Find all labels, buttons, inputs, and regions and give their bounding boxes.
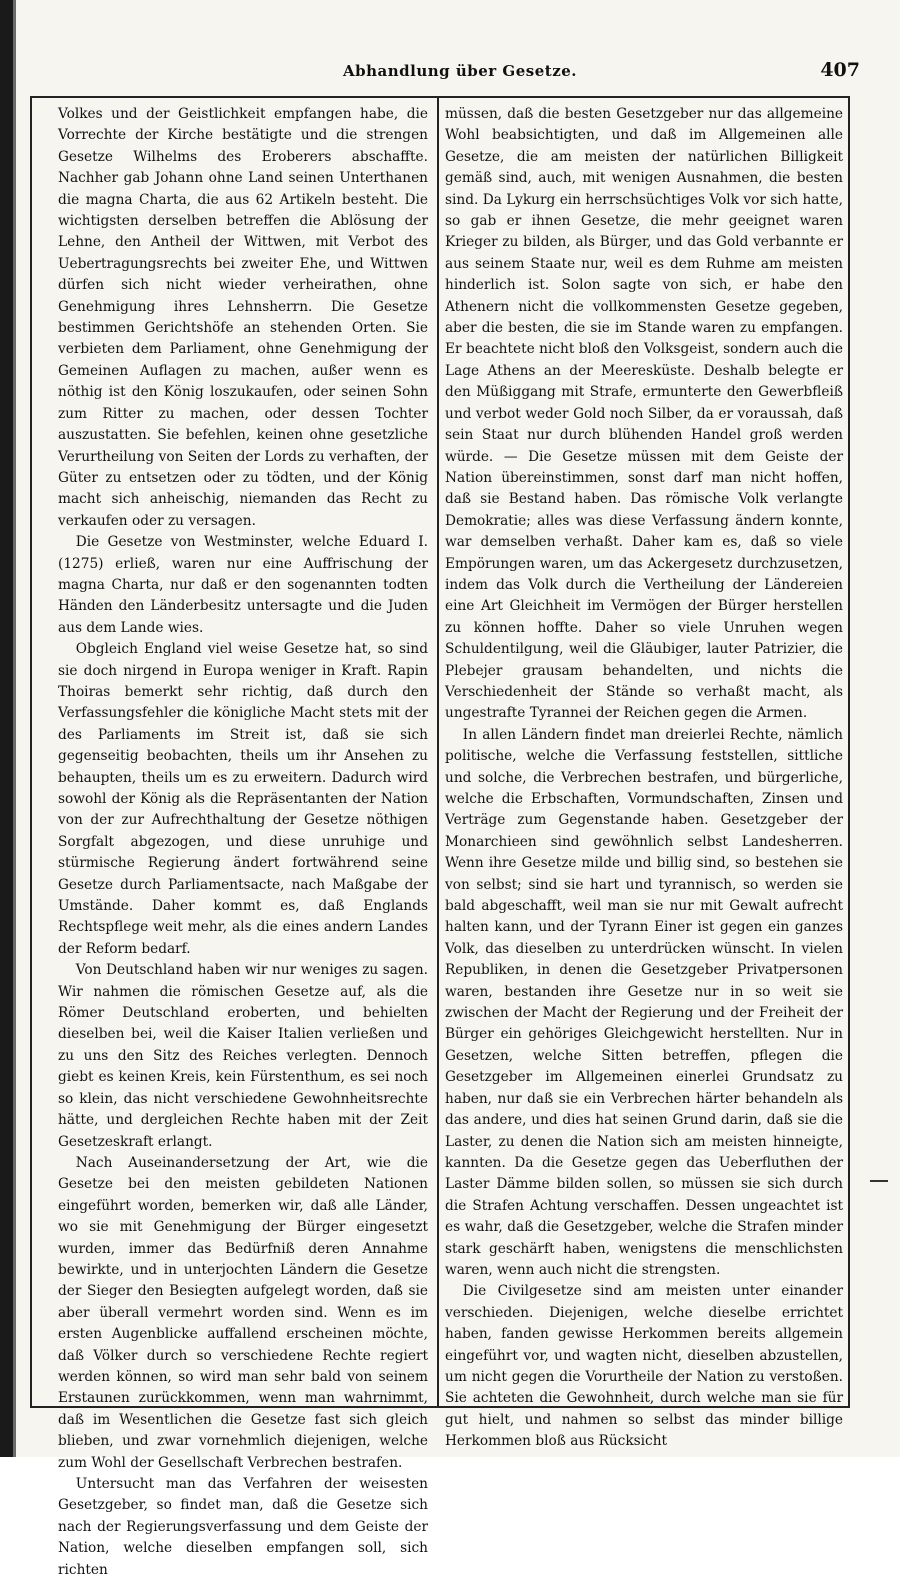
paragraph: Die Civilgesetze sind am meisten unter einander verschieden. Diejenigen, welche dieselbe errichtet haben, fanden gewisse Herkommen bereits allgemein eingeführt vor, und wagten nicht, dieselben abzustellen, um nicht gegen die Vorurtheile der Nation zu verstoßen. Sie achteten die Gewohnheit, durch welche man sie für gut hielt, und nahmen so selbst das minder billige Herkommen bloß aus Rücksicht (445, 1283, 843, 1450)
paragraph: Obgleich England viel weise Gesetze hat, so sind sie doch nirgend in Europa weniger in Kraft. Rapin Thoiras bemerkt sehr richtig, daß durch den Verfassungsfehler die königliche Macht stets mit der des Parliaments im Streit ist, daß sie sich gegenseitig beobachten, theils um ihr Ansehen zu behaupten, theils um es zu erweitern. Dadurch wird sowohl der König als die Repräsentanten der Nation von der zur Aufrechthaltung der Gesetze nöthigen Sorgfalt abgezogen, und diese unruhige und stürmische Regierung ändert fortwährend seine Gesetze durch Parliamentsacte, nach Maßgabe der Umstände. Daher kommt es, daß Englands Rechtspflege weit mehr, als die eines andern Landes der Reform bedarf. (58, 641, 428, 957)
paragraph: In allen Ländern findet man dreierlei Rechte, nämlich politische, welche die Verfassung feststellen, sittliche und solche, die Verbrechen bestrafen, und bürgerliche, welche die Erbschaften, Vormundschaften, Zinsen und Verträge zum Gegenstande haben. Gesetzgeber der Monarchieen sind gewöhnlich selbst Landesherren. Wenn ihre Gesetze milde und billig sind, so bestehen sie von selbst; sind sie hart und tyrannisch, so werden sie bald abgeschafft, weil man sie nur mit Gewalt aufrecht halten kann, und der Tyrann Einer ist gegen ein ganzes Volk, das dieselben zu unterdrücken wünscht. In vielen Republiken, in denen die Gesetzgeber Privatpersonen waren, bestanden ihre Gesetze nur in so weit sie zwischen der Macht der Regierung und der Freiheit der Bürger ein gehöriges Gleichgewicht herstellten. Nur in Gesetzen, welche Sitten betreffen, pflegen die Gesetzgeber im Allgemeinen einerlei Grundsatz zu haben, nur daß sie ein Verbrechen härter behandeln als das andere, und dies hat seinen Grund darin, daß sie die Laster, zu denen die Nation sich am meisten hinneigte, kannten. Da die Gesetze gegen das Ueberfluthen der Laster Dämme bilden sollen, so müssen sie sich durch die Strafen Achtung verschaffen. Dessen ungeachtet ist es wahr, daß die Gesetzgeber, welche die Strafen minder stark geschärft haben, wenigstens die menschlichsten waren, wenn auch nicht die strengsten. (445, 726, 843, 1278)
right-column (445, 104, 843, 1450)
paragraph: Nach Auseinandersetzung der Art, wie die Gesetze bei den meisten gebildeten Nationen eingeführt worden, bemerken wir, daß alle Länder, wo sie mit Genehmigung der Bürger eingesetzt wurden, immer das Bedürfniß deren Annahme bewirkte, und in unterjochten Ländern die Gesetze der Sieger den Besiegten aufgelegt worden, daß sie aber überall vermehrt worden sind. Wenn es im ersten Augenblicke auffallend erscheinen möchte, daß Völker durch so verschiedene Rechte regiert werden können, so wird man sehr bald von seinem Erstaunen zurückkommen, wenn man wahrnimmt, daß im Wesentlichen die Gesetze fast sich gleich blieben, und zwar vornehmlich diejenigen, welche zum Wohl der Gesellschaft Verbrechen bestrafen. (58, 1154, 428, 1471)
page-binding-edge (0, 0, 22, 1457)
page-number: 407 (820, 59, 860, 81)
paragraph: Untersucht man das Verfahren der weisesten Gesetzgeber, so findet man, daß die Gesetze sich nach der Regierungsverfassung und dem Geiste der Nation, welche dieselben empfangen soll, sich richten (58, 1476, 428, 1578)
paragraph: Von Deutschland haben wir nur weniges zu sagen. Wir nahmen die römischen Gesetze auf, als die Römer Deutschland eroberten, und behielten dieselben bei, weil die Kaiser Italien verließen und zu uns den Sitz des Reiches verlegten. Dennoch giebt es keinen Kreis, kein Fürstenthum, es sei noch so klein, das nicht verschiedene Gewohnheitsrechte hätte, und dergleichen Rechte haben mit der Zeit Gesetzeskraft erlangt. (58, 962, 428, 1150)
paragraph: müssen, daß die besten Gesetzgeber nur das allgemeine Wohl beabsichtigten, und daß im Allgemeinen alle Gesetze, die am meisten der natürlichen Billigkeit gemäß sind, auch, mit wenigen Ausnahmen, die besten sind. Da Lykurg ein herrschsüchtiges Volk vor sich hatte, so gab er ihnen Gesetze, die mehr geeignet waren Krieger zu bilden, als Bürger, und das Gold verbannte er aus seinem Staate nur, weil es dem Ruhme am meisten hinderlich ist. Solon sagte von sich, er habe den Athenern nicht die vollkommensten Gesetze gegeben, aber die besten, die sie im Stande waren zu empfangen. Er beachtete nicht bloß den Volksgeist, sondern auch die Lage Athens an der Meeresküste. Deshalb belegte er den Müßiggang mit Strafe, ermunterte den Gewerbfleiß und verbot weder Gold noch Silber, da er voraussah, daß sein Staat nur durch blühenden Handel groß werden würde. — Die Gesetze müssen mit dem Geiste der Nation übereinstimmen, sonst darf man nicht hoffen, daß sie Bestand haben. Das römische Volk verlangte Demokratie; alles was diese Verfassung ändern konnte, war demselben verhaßt. Daher kam es, daß so viele Empörungen waren, um das Ackergesetz durchzusetzen, indem das Volk durch die Vertheilung der Ländereien eine Art Gleichheit im Vermögen der Bürger herstellen zu können hoffte. Daher so viele Unruhen wegen Schuldentilgung, weil die Gläubiger, lauter Patrizier, die Plebejer grausam behandelten, und nichts die Verschiedenheit der Stände so verhaßt macht, als ungestrafte Tyrannei der Reichen gegen die Armen. (445, 106, 843, 722)
margin-mark (870, 1180, 888, 1182)
running-title: Abhandlung über Gesetze. (343, 62, 577, 80)
left-column (58, 104, 428, 1578)
paragraph: Volkes und der Geistlichkeit empfangen habe, die Vorrechte der Kirche bestätigte und die strengen Gesetze Wilhelms des Eroberers abschaffte. Nachher gab Johann ohne Land seinen Unterthanen die magna Charta, die aus 62 Artikeln besteht. Die wichtigsten derselben betreffen die Ablösung der Lehne, den Antheil der Wittwen, mit Verbot des Uebertragungsrechts bei zweiter Ehe, und Wittwen dürfen sich nicht wieder verheirathen, ohne Genehmigung ihres Lehnsherrn. Die Gesetze bestimmen Gerichtshöfe an stehenden Orten. Sie verbieten dem Parliament, ohne Genehmigung der Gemeinen Auflagen zu machen, außer wenn es nöthig ist den König loszukaufen, oder seinen Sohn zum Ritter zu machen, oder dessen Tochter auszustatten. Sie befehlen, keinen ohne gesetzliche Verurtheilung von Seiten der Lords zu verhaften, der Güter zu entsetzen oder zu tödten, und der König macht sich anheischig, niemanden das Recht zu verkaufen oder zu versagen. (58, 106, 428, 529)
paragraph: Die Gesetze von Westminster, welche Eduard I. (1275) erließ, waren nur eine Auffrischung der magna Charta, nur daß er den sogenannten todten Händen den Länderbesitz untersagte und die Juden aus dem Lande wies. (58, 534, 428, 636)
page-header (60, 59, 860, 88)
column-divider (437, 96, 439, 1408)
